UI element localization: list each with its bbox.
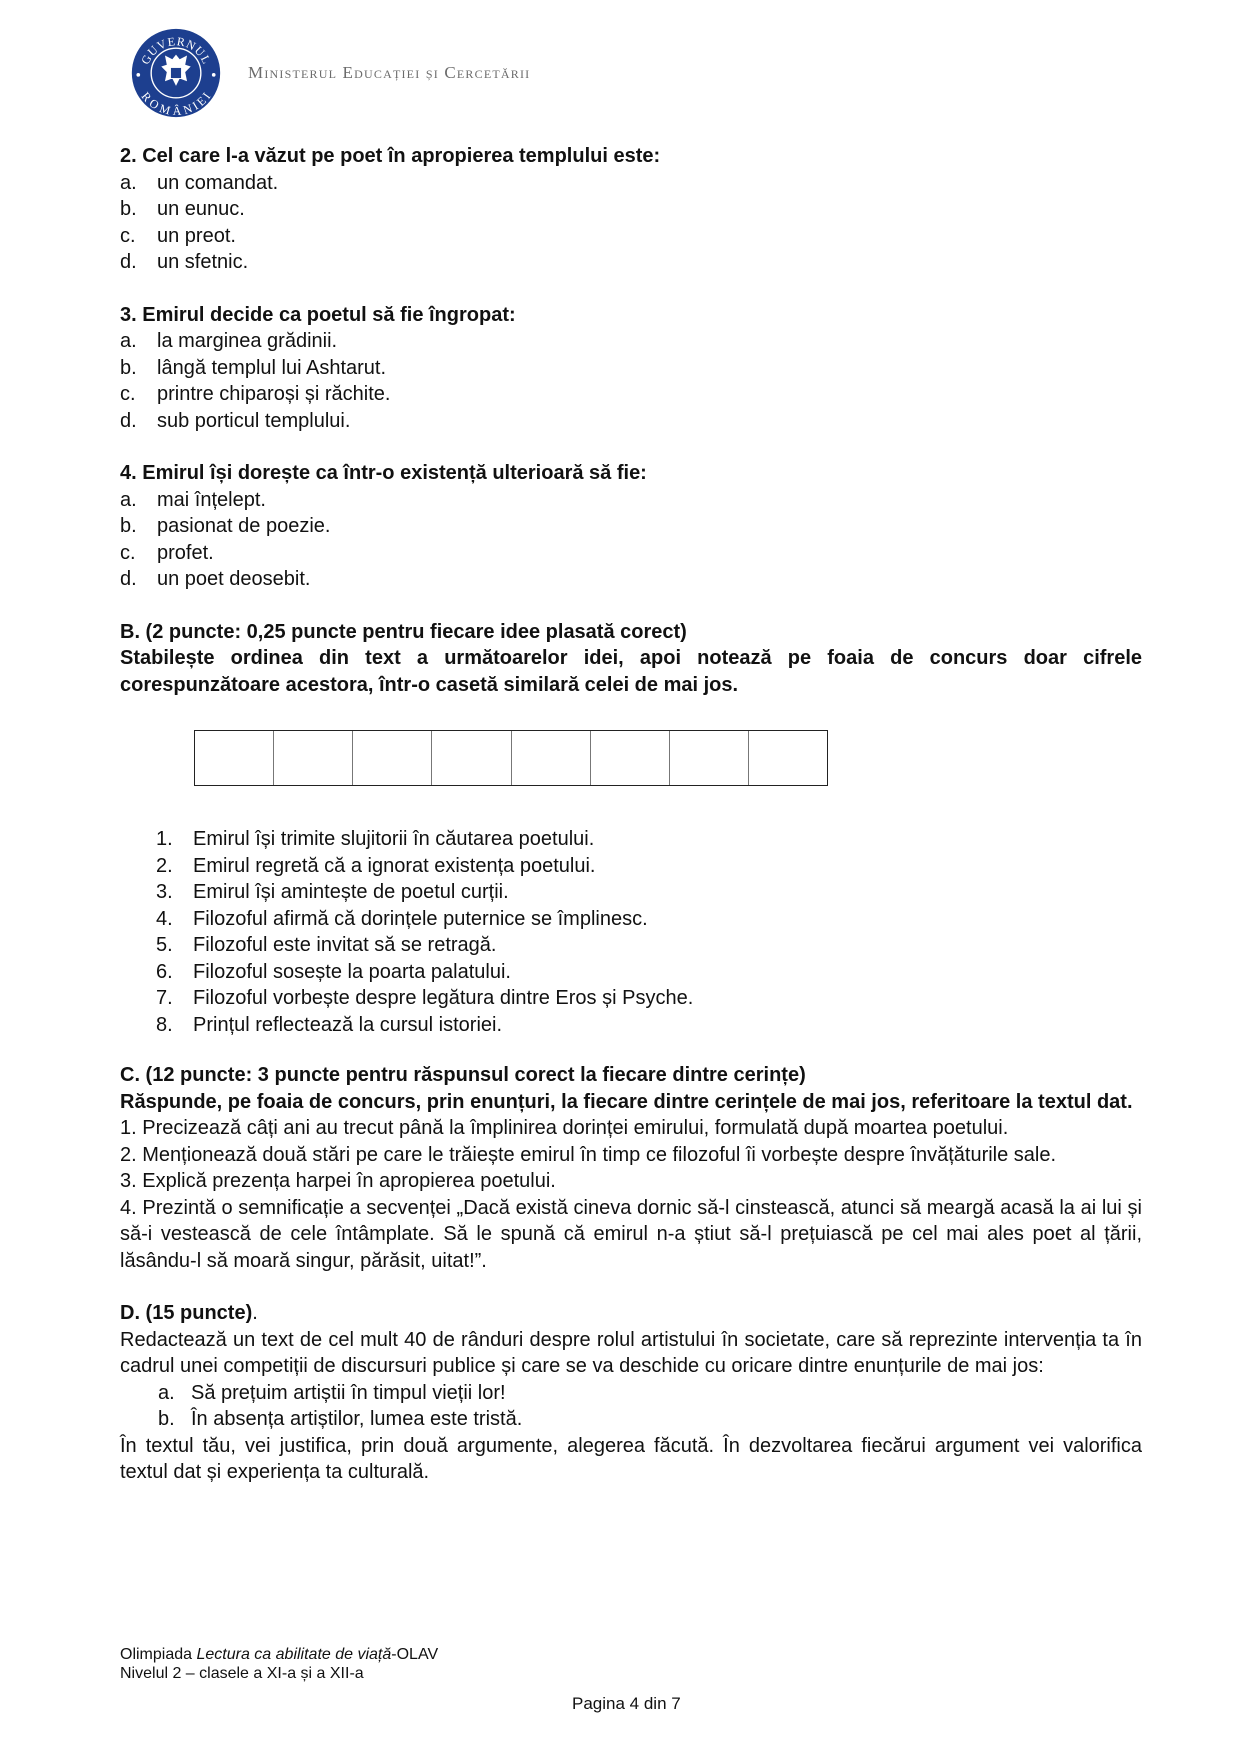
idea-number: 4.	[156, 907, 173, 930]
answer-box	[512, 731, 591, 785]
section-d-heading-suffix: .	[252, 1302, 258, 1324]
page-header	[130, 28, 530, 118]
answer-option	[120, 355, 1142, 382]
answer-option	[120, 170, 1142, 197]
option-text: Să prețuim artiștii în timpul vieții lor!	[191, 1381, 506, 1404]
option-label: b.	[120, 356, 137, 379]
option-label: a.	[120, 488, 137, 511]
requirement-item: 2. Menționează două stări pe care le trăiește emirul în timp ce filozoful îi vorbește despre învățăturile sale.	[120, 1143, 1057, 1166]
document-body	[120, 143, 1142, 1512]
answer-option	[120, 328, 1142, 355]
idea-number: 2.	[156, 854, 173, 877]
section-b-heading: B. (2 puncte: 0,25 puncte pentru fiecare idee plasată corect)	[120, 620, 687, 643]
answer-option	[120, 566, 1142, 593]
section-b	[120, 619, 1142, 1039]
idea-number: 5.	[156, 934, 173, 956]
logo-top-text: GUVERNUL	[138, 34, 214, 67]
section-d-heading: D. (15 puncte)	[120, 1302, 253, 1324]
answer-box	[274, 731, 353, 785]
ideas-list	[156, 826, 1142, 1038]
question-3	[120, 302, 1142, 435]
idea-item	[156, 853, 1142, 880]
option-label: d.	[120, 568, 137, 590]
option-text: un eunuc.	[157, 198, 245, 220]
idea-text: Emirul regretă că a ignorat existența poetului.	[193, 854, 596, 877]
question-title: 3. Emirul decide ca poetul să fie îngropat:	[120, 303, 516, 326]
option-label: a.	[120, 171, 137, 194]
idea-number: 8.	[156, 1013, 173, 1036]
option-label: c.	[120, 541, 136, 564]
answer-box	[670, 731, 749, 785]
government-seal-logo	[130, 27, 222, 119]
option-label: b.	[158, 1408, 175, 1430]
idea-text: Filozoful sosește la poarta palatului.	[193, 960, 511, 983]
idea-item	[156, 959, 1142, 986]
answer-option	[120, 513, 1142, 540]
idea-item	[156, 932, 1142, 959]
idea-text: Emirul își amintește de poetul curții.	[193, 881, 509, 903]
idea-text: Filozoful vorbește despre legătura dintre Eros și Psyche.	[193, 987, 694, 1009]
section-b-instruction: Stabilește ordinea din text a următoarelor idei, apoi notează pe foaia de concurs doar cifrele corespunzătoare acestora, într-o casetă similară celei de mai jos.	[120, 647, 1142, 696]
option-text: un preot.	[157, 224, 236, 247]
question-title: 2. Cel care l-a văzut pe poet în apropierea templului este:	[120, 145, 661, 167]
option-text: un poet deosebit.	[157, 568, 311, 590]
logo-bottom-text: ROMÂNIEI	[138, 89, 214, 119]
requirement-item: 1. Precizează câți ani au trecut până la împlinirea dorinței emirului, formulată după moartea poetului.	[120, 1117, 1009, 1139]
section-d	[120, 1300, 1142, 1486]
answer-option	[120, 540, 1142, 567]
answer-option	[120, 487, 1142, 514]
idea-item	[156, 879, 1142, 906]
option-text: sub porticul templului.	[157, 409, 351, 432]
idea-number: 6.	[156, 960, 173, 983]
footer-prefix: Olimpiada	[120, 1646, 197, 1663]
section-c-heading: C. (12 puncte: 3 puncte pentru răspunsul corect la fiecare dintre cerințe)	[120, 1064, 806, 1086]
answer-box	[591, 731, 670, 785]
answer-box	[432, 731, 511, 785]
option-text: la marginea grădinii.	[157, 330, 338, 352]
answer-option	[120, 196, 1142, 223]
answer-option	[120, 223, 1142, 250]
answer-option	[120, 381, 1142, 408]
option-label: d.	[120, 409, 137, 432]
statement-option	[120, 1380, 1142, 1407]
option-label: b.	[120, 515, 137, 537]
option-label: a.	[120, 330, 137, 352]
option-text: un comandat.	[157, 171, 279, 194]
idea-item	[156, 826, 1142, 853]
option-label: a.	[158, 1381, 175, 1404]
requirement-item: 3. Explică prezența harpei în apropierea poetului.	[120, 1170, 556, 1192]
idea-item	[156, 906, 1142, 933]
answer-box	[749, 731, 827, 785]
question-title: 4. Emirul își dorește ca într-o existență ulterioară să fie:	[120, 462, 647, 484]
question-4	[120, 460, 1142, 593]
option-label: c.	[120, 383, 136, 405]
answer-option	[120, 249, 1142, 276]
question-2	[120, 143, 1142, 276]
section-c	[120, 1062, 1142, 1274]
requirement-item: 4. Prezintă o semnificație a secvenței „Dacă există cineva dornic să-l cinstească, atunci să meargă acasă la ai lui și să-i vestească de cele întâmplate. Să le spună că emirul n-a știut să-l prețuiască pe cel mai ales poet al țării, lăsându-l să moară singur, părăsit, uitat!”.	[120, 1196, 1142, 1272]
page-number: Pagina 4 din 7	[572, 1694, 681, 1713]
idea-text: Emirul își trimite slujitorii în căutarea poetului.	[193, 828, 595, 850]
idea-number: 7.	[156, 987, 173, 1009]
option-text: lângă templul lui Ashtarut.	[157, 356, 387, 379]
answer-grid	[194, 730, 828, 786]
option-text: pasionat de poezie.	[157, 515, 331, 537]
answer-option	[120, 408, 1142, 435]
option-text: profet.	[157, 541, 214, 564]
idea-number: 1.	[156, 828, 173, 850]
idea-text: Prințul reflectează la cursul istoriei.	[193, 1013, 503, 1036]
option-label: c.	[120, 224, 136, 247]
idea-item	[156, 985, 1142, 1012]
option-text: mai înțelept.	[157, 488, 266, 511]
footer-line-2: Nivelul 2 – clasele a XI-a și a XII-a	[120, 1665, 364, 1682]
option-label: b.	[120, 198, 137, 220]
section-d-closing: În textul tău, vei justifica, prin două argumente, alegerea făcută. În dezvoltarea fiecărui argument vei valorifica textul dat și experiența ta culturală.	[120, 1434, 1142, 1483]
idea-text: Filozoful afirmă că dorințele puternice se împlinesc.	[193, 907, 648, 930]
footer-olympiad-title: Lectura ca abilitate de viață	[196, 1646, 392, 1663]
footer-line-1	[120, 1645, 438, 1664]
answer-box	[195, 731, 274, 785]
option-label: d.	[120, 251, 137, 273]
section-d-instruction: Redactează un text de cel mult 40 de rânduri despre rolul artistului în societate, care să reprezinte intervenția ta în cadrul unei competiții de discursuri publice și care se va deschide cu oricare dintre enunțurile de mai jos:	[120, 1328, 1142, 1377]
answer-box	[353, 731, 432, 785]
option-text: printre chiparoși și răchite.	[157, 383, 391, 405]
section-c-instruction: Răspunde, pe foaia de concurs, prin enunțuri, la fiecare dintre cerințele de mai jos, referitoare la textul dat.	[120, 1090, 1133, 1113]
idea-item	[156, 1012, 1142, 1039]
statement-option	[120, 1406, 1142, 1433]
idea-text: Filozoful este invitat să se retragă.	[193, 934, 497, 956]
option-text: un sfetnic.	[157, 251, 249, 273]
ministry-name: Ministerul Educației și Cercetării	[248, 63, 531, 82]
footer-suffix: -OLAV	[391, 1646, 439, 1663]
idea-number: 3.	[156, 881, 173, 903]
page-footer	[120, 1645, 438, 1683]
option-text: În absența artiștilor, lumea este tristă.	[191, 1408, 523, 1430]
